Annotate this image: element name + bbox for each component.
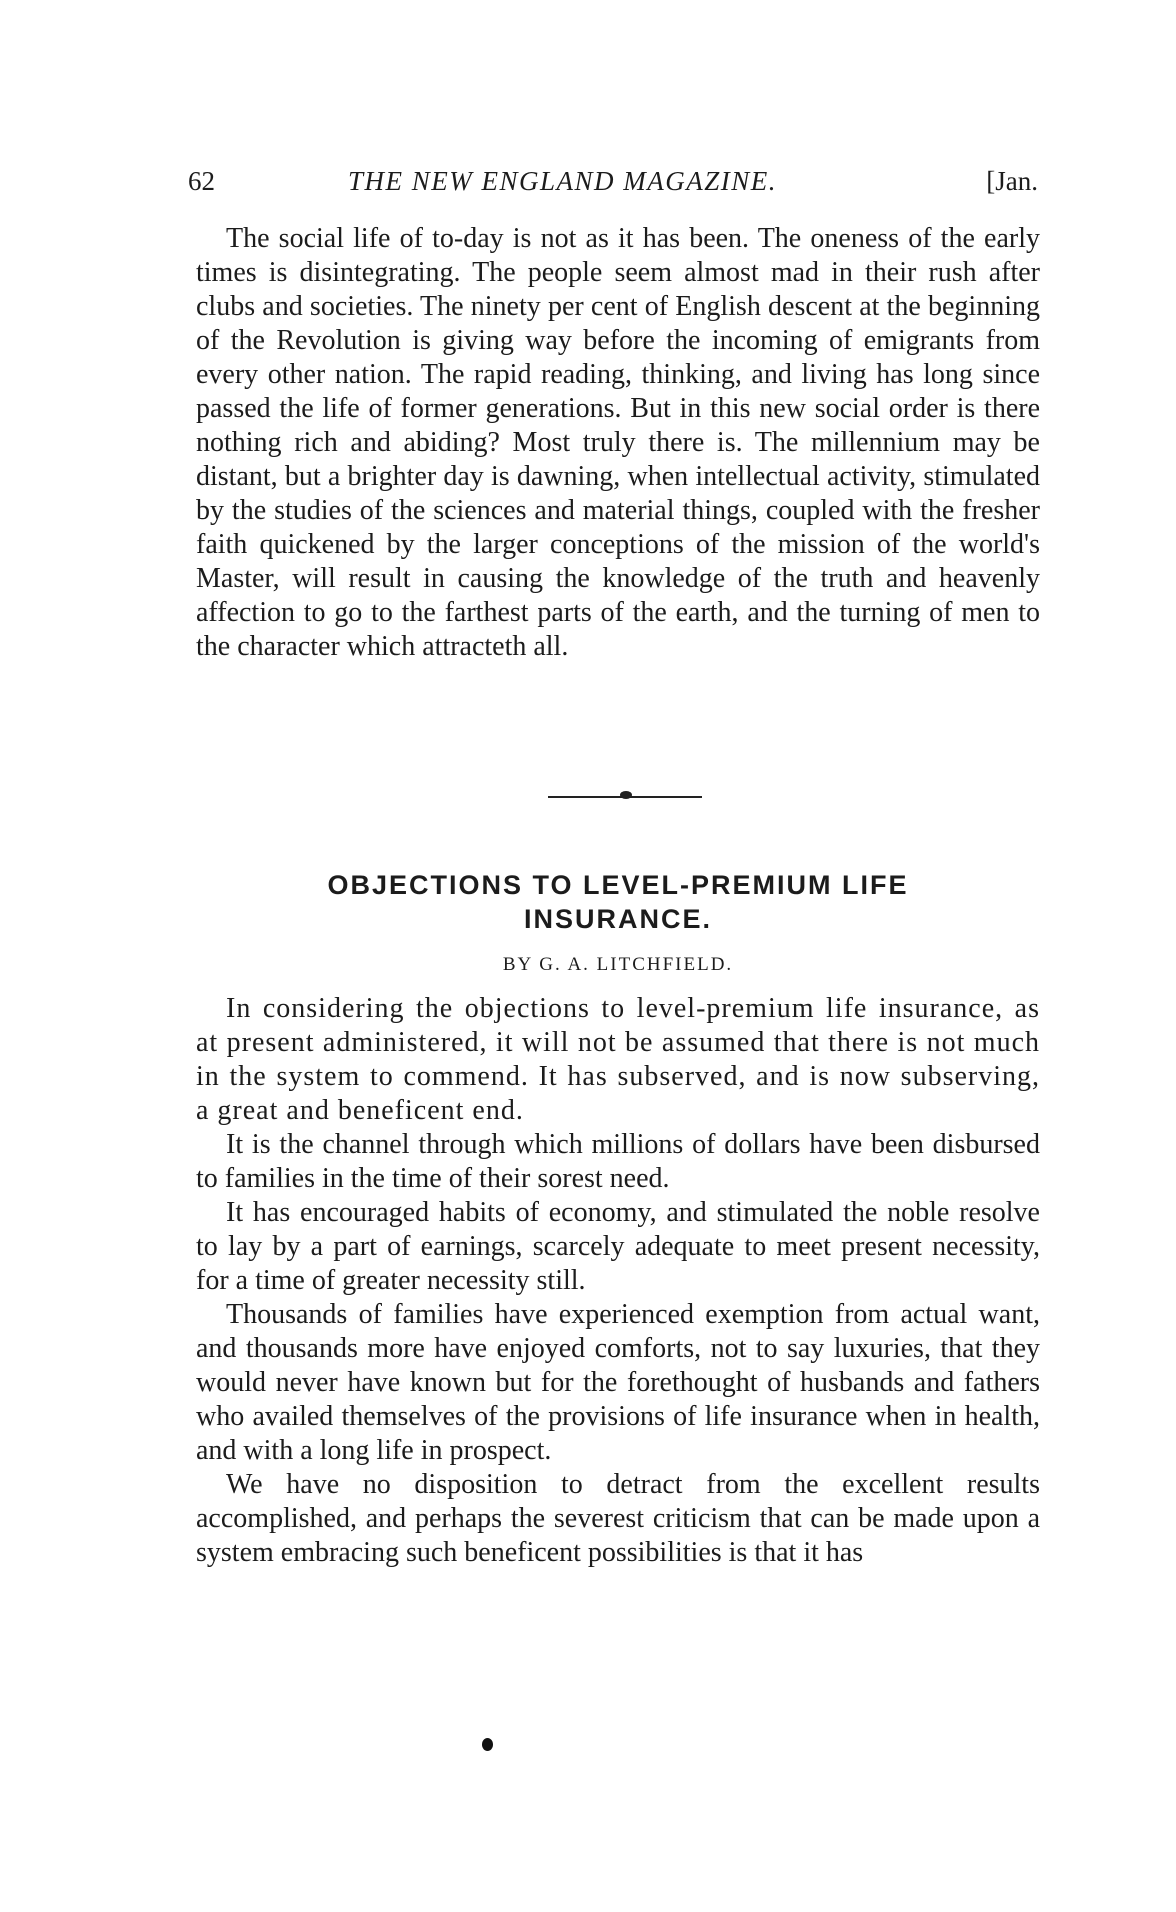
closing-paragraph: The social life of to-day is not as it has been. The oneness of the early times is disintegrating. The people seem almost mad in their rush after clubs and societies. The ninety per cent of English descent at the beginning of the Revolution is giving way before the incoming of emigrants from every other nation. The rapid reading, thinking, and living has long since passed the life of former generations. But in this new social order is there nothing rich and abiding? Most truly there is. The millennium may be distant, but a brighter day is dawning, when intellectual activity, stimulated by the studies of the sciences and material things, coupled with the fresher faith quickened by the larger conceptions of the mission of the world's Master, will result in causing the knowledge of the truth and heavenly affection to go to the farthest parts of the earth, and the turning of men to the character which attracteth all. bbox=[196, 223, 1040, 662]
page-number: 62 bbox=[188, 166, 215, 196]
previous-article-closing bbox=[196, 222, 1040, 664]
article-byline: BY G. A. LITCHFIELD. bbox=[502, 954, 734, 975]
article-paragraph: We have no disposition to detract from the excellent results accomplished, and perhaps the severest criticism that can be made upon a system embracing such beneficent possibilities is that it has bbox=[196, 1469, 1040, 1568]
article-paragraph: Thousands of families have experienced exemption from actual want, and thousands more have enjoyed comforts, not to say luxuries, that they would never have known but for the forethought of husbands and fathers who availed themselves of the provisions of life insurance when in health, and with a long life in prospect. bbox=[196, 1299, 1040, 1466]
article-title-line-1: OBJECTIONS TO LEVEL-PREMIUM LIFE bbox=[327, 870, 909, 900]
issue-month: [Jan. bbox=[986, 166, 1038, 196]
article-title-line-2: INSURANCE. bbox=[523, 904, 712, 934]
article-paragraph: It has encouraged habits of economy, and stimulated the noble resolve to lay by a part of earnings, scarcely adequate to meet present necessity, for a time of greater necessity still. bbox=[196, 1197, 1040, 1296]
page-mark bbox=[482, 1738, 493, 1751]
running-title: THE NEW ENGLAND MAGAZINE. bbox=[348, 166, 777, 196]
page-header bbox=[188, 166, 1038, 206]
article-paragraph: In considering the objections to level-premium life insurance, as at present administered, it will not be assumed that there is not much in the system to commend. It has subserved, and is now subserving, a great and beneficent end. bbox=[196, 993, 1040, 1126]
article-body bbox=[196, 992, 1040, 1570]
article-paragraph: It is the channel through which millions of dollars have been disbursed to families in the time of their sorest need. bbox=[196, 1129, 1040, 1194]
article-title bbox=[196, 868, 1040, 936]
divider-ornament bbox=[620, 791, 632, 799]
